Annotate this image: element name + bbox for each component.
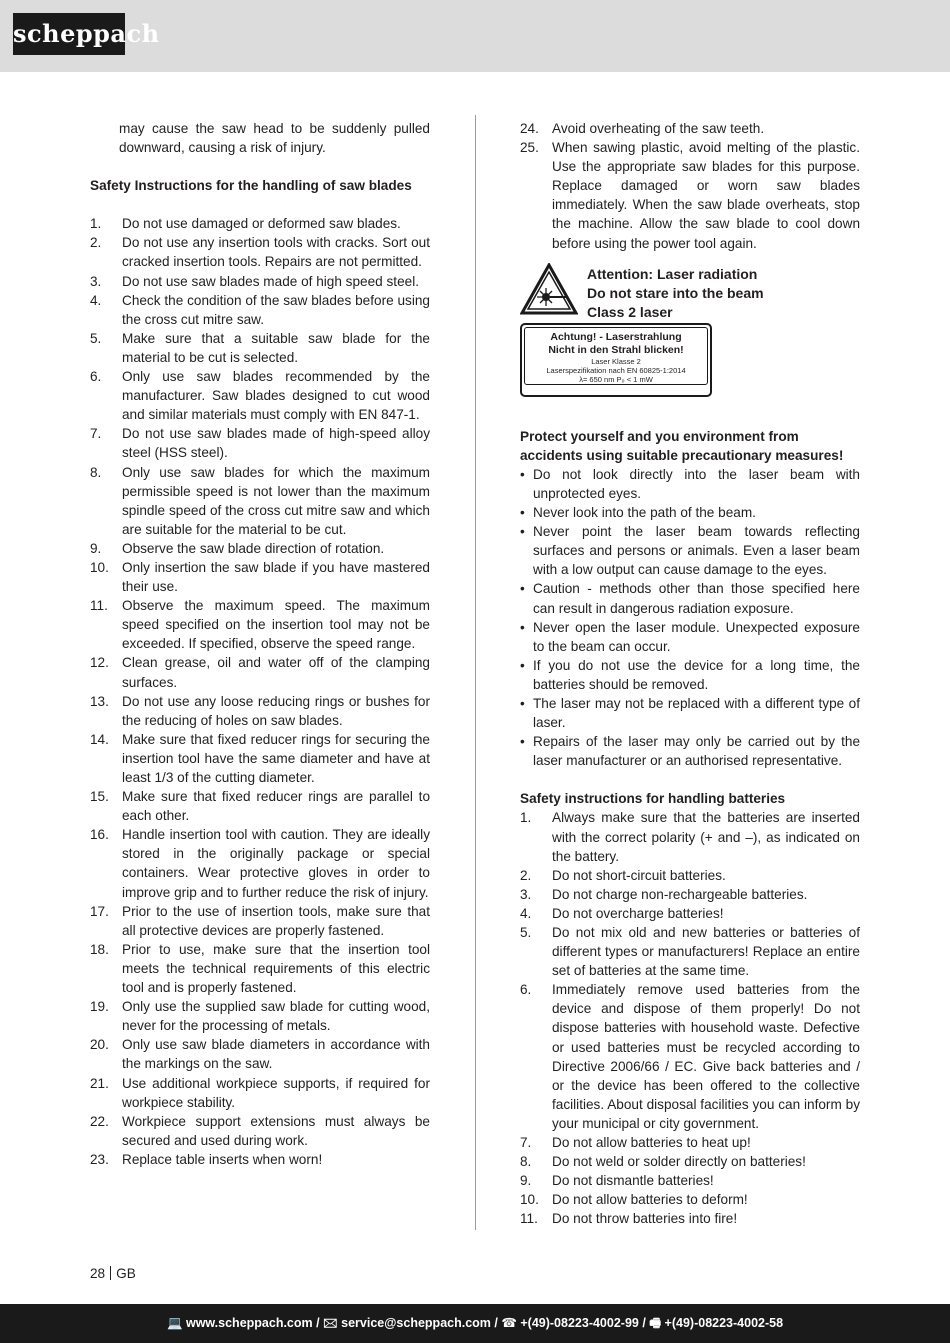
list-item [90,940,430,997]
list-item-number: 16. [90,827,109,843]
protect-heading: Protect yourself and you environment from accidents using suitable precautionary measures! [520,428,844,463]
list-item [90,558,430,596]
list-item [520,885,860,904]
list-item-text: Make sure that a suitable saw blade for the material to be cut is selected. [122,330,430,365]
page-number: 28 GB [90,1266,136,1281]
bullet-icon: • [520,524,525,540]
list-item-text: Do not use any loose reducing rings or bushes for the reducing of holes on saw blades. [122,693,430,728]
list-item-text: Do not dismantle batteries! [552,1173,714,1189]
list-item-text: Make sure that fixed reducer rings are parallel to each other. [122,789,430,824]
list-item-text: When sawing plastic, avoid melting of the plastic. Use the appropriate saw blades for this purpose. Replace damaged or worn saw blades immediately. When the saw blade overheats, stop the machine. Allow the saw blade to cool down before using the power tool again. [552,140,860,251]
list-item [90,367,430,424]
column-divider [475,115,476,1230]
list-item-text: If you do not use the device for a long time, the batteries should be removed. [533,657,860,692]
list-item-text: Only use the supplied saw blade for cutting wood, never for the processing of metals. [122,999,430,1034]
list-item [90,272,430,291]
brand-logo: scheppach [13,13,125,55]
list-item-number: 2. [520,867,532,883]
bullet-icon: • [520,695,525,711]
list-item-number: 14. [90,731,109,747]
bullet-icon: • [520,505,525,521]
list-item [90,653,430,691]
list-item-number: 21. [90,1075,109,1091]
batteries-list [520,808,860,1228]
continuation-text: may cause the saw head to be suddenly pulled downward, causing a risk of injury. [119,121,430,156]
list-item [520,866,860,885]
list-item-number: 1. [90,216,102,232]
list-item [520,1152,860,1171]
list-item-text: Make sure that fixed reducer rings for securing the insertion tool have the same diameter and have at least 1/3 of the cutting diameter. [122,731,430,785]
list-item-text: Prior to use, make sure that the insertion tool meets the technical requirements of this electric tool and is properly fastened. [122,941,430,996]
laser-warning-title: Attention: Laser radiation Do not stare into the beam Class 2 laser [587,265,764,321]
bullet-icon: • [520,619,525,635]
list-item-text: Do not charge non-rechargeable batteries. [552,886,808,902]
list-item-number: 4. [90,292,102,308]
list-item-text: Do not weld or solder directly on batteries! [552,1154,806,1170]
list-item-text: Do not allow batteries to deform! [552,1192,748,1208]
list-item [520,579,860,617]
list-item-number: 9. [520,1173,532,1189]
list-item [520,923,860,980]
list-item [520,656,860,694]
list-item-text: Immediately remove used batteries from the device and dispose of them properly! Do not dispose batteries with household waste. Defective or used batteries must be recycled according to Directive 2006/66 / EC. Give back batteries and / or the device has been offered to the collective facilities. About disposal facilities you can inform by your municipal or city government. [552,982,860,1131]
protect-list [520,465,860,771]
list-item [90,730,430,787]
list-item-number: 22. [90,1113,109,1129]
list-item-number: 7. [90,426,102,442]
list-item-number: 9. [90,540,102,556]
list-item [90,214,430,233]
list-item-text: Do not use saw blades made of high-speed alloy steel (HSS steel). [122,426,430,461]
list-item [90,692,430,730]
list-item-number: 4. [520,905,532,921]
list-item-text: The laser may not be replaced with a different type of laser. [533,695,860,731]
left-column [90,119,430,1169]
saw-blades-heading: Safety Instructions for the handling of saw blades [90,178,412,194]
bullet-icon: • [520,734,525,750]
laser-class-label: Achtung! - Laserstrahlung Nicht in den Strahl blicken! Laser Klasse 2 Laserspezifikation nach EN 60825-1:2014 λ= 650 nm P₀ < 1 mW [520,323,712,397]
list-item [90,1074,430,1112]
list-item [90,329,430,367]
list-item-text: Do not mix old and new batteries or batteries of different types or manufacturers! Replace an entire set of batteries at the same time. [552,925,860,979]
list-item-number: 11. [520,1211,538,1227]
list-item-text: Handle insertion tool with caution. They are ideally stored in the originally package or special containers. Wear protective gloves in order to improve grip and to further reduce the risk of injury. [122,827,430,900]
list-item-text: Avoid overheating of the saw teeth. [552,121,765,136]
list-item-number: 6. [90,369,102,385]
list-item [520,1190,860,1209]
list-item-number: 10. [520,1192,539,1208]
list-item [520,522,860,579]
contact-info: 💻 www.scheppach.com / 🖂 service@scheppach.com / ☎ +(49)-08223-4002-99 / 🖷 +(49)-08223-4002-58 [166,1316,784,1330]
list-item-text: Prior to the use of insertion tools, make sure that all protective devices are properly fastened. [122,903,430,938]
list-item [90,1150,430,1169]
list-item-text: Use additional workpiece supports, if required for workpiece stability. [122,1075,430,1110]
list-item [90,902,430,940]
right-column [520,119,860,1229]
list-item-text: Do not look directly into the laser beam with unprotected eyes. [533,466,860,501]
list-item [520,618,860,656]
list-item-text: Workpiece support extensions must always be secured and used during work. [122,1113,430,1148]
list-item [520,1171,860,1190]
list-item [90,424,430,462]
list-item [520,1133,860,1152]
list-item-text: Observe the maximum speed. The maximum speed specified on the insertion tool may not be exceeded. If specified, observe the speed range. [122,598,430,652]
bullet-icon: • [520,581,525,597]
list-item [90,463,430,539]
list-item-number: 20. [90,1037,109,1053]
list-item [520,1209,860,1228]
list-item [520,732,860,770]
list-item [520,904,860,923]
list-item-text: Do not use damaged or deformed saw blades. [122,216,401,232]
list-item-text: Do not throw batteries into fire! [552,1211,738,1227]
list-item-text: Always make sure that the batteries are inserted with the correct polarity (+ and –), as indicated on the battery. [552,810,860,864]
list-item-text: Do not short-circuit batteries. [552,867,726,883]
list-item-number: 3. [90,273,102,289]
list-item-number: 5. [90,330,102,346]
list-item [520,503,860,522]
list-item-text: Only use saw blades recommended by the manufacturer. Saw blades designed to cut wood and similar materials must comply with EN 847-1. [122,369,430,423]
list-item-number: 8. [90,464,102,480]
list-item-text: Clean grease, oil and water off of the clamping surfaces. [122,655,430,690]
list-item [90,1112,430,1150]
laser-warning [520,263,860,408]
list-item-text: Caution - methods other than those specified here can result in dangerous radiation exposure. [533,581,860,616]
list-item-text: Do not use any insertion tools with cracks. Sort out cracked insertion tools. Repairs are not permitted. [122,235,430,270]
list-item-number: 18. [90,941,109,957]
list-item-number: 17. [90,903,109,919]
list-item-number: 25. [520,140,539,156]
list-item-text: Only use saw blades for which the maximum permissible speed is not lower than the maximum spindle speed of the cross cut mitre saw and which are suitable for the material to be cut. [122,464,430,537]
list-item-number: 6. [520,982,532,998]
saw-blades-list [90,214,430,1169]
list-item-text: Replace table inserts when worn! [122,1151,323,1167]
list-item-number: 13. [90,693,109,709]
list-item [90,1035,430,1073]
list-item-number: 1. [520,810,532,826]
list-item-number: 23. [90,1151,109,1167]
list-item [90,539,430,558]
list-item-number: 12. [90,655,109,671]
list-item [520,808,860,865]
header-bar [0,0,950,72]
list-item-number: 19. [90,999,109,1015]
list-item-number: 11. [90,598,108,614]
list-item-number: 2. [90,235,102,251]
list-item [520,694,860,732]
bullet-icon: • [520,466,525,482]
list-item-text: Only insertion the saw blade if you have mastered their use. [122,559,430,595]
list-item-number: 5. [520,925,532,940]
list-item [90,787,430,825]
list-item-text: Do not use saw blades made of high speed steel. [122,273,419,289]
list-item-number: 15. [90,789,109,805]
list-item-number: 24. [520,121,539,136]
list-item [520,980,860,1133]
batteries-heading: Safety instructions for handling batteries [520,791,786,807]
list-item-text: Check the condition of the saw blades before using the cross cut mitre saw. [122,292,430,327]
list-item-text: Observe the saw blade direction of rotation. [122,540,385,556]
bullet-icon: • [520,657,525,673]
list-item-text: Repairs of the laser may only be carried out by the laser manufacturer or an authorised representative. [533,734,860,769]
list-item-number: 7. [520,1135,532,1151]
saw-blades-list-continued [520,119,860,253]
list-item [520,138,860,253]
list-item [90,233,430,271]
list-item-text: Do not overcharge batteries! [552,905,724,921]
list-item-text: Never look into the path of the beam. [533,505,756,521]
list-item [90,291,430,329]
contact-footer [0,1304,950,1343]
list-item [90,997,430,1035]
list-item-number: 10. [90,559,109,575]
list-item-number: 8. [520,1154,532,1170]
list-item-number: 3. [520,886,532,902]
list-item-text: Do not allow batteries to heat up! [552,1135,751,1151]
list-item [90,825,430,901]
list-item-text: Never open the laser module. Unexpected exposure to the beam can occur. [533,619,860,654]
laser-warning-icon [520,263,578,315]
list-item [520,465,860,503]
list-item-text: Never point the laser beam towards reflecting surfaces and persons or animals. Even a laser beam with a low output can cause damage to the eyes. [533,524,860,578]
list-item [520,119,860,138]
list-item [90,596,430,653]
list-item-text: Only use saw blade diameters in accordance with the markings on the saw. [122,1037,430,1072]
